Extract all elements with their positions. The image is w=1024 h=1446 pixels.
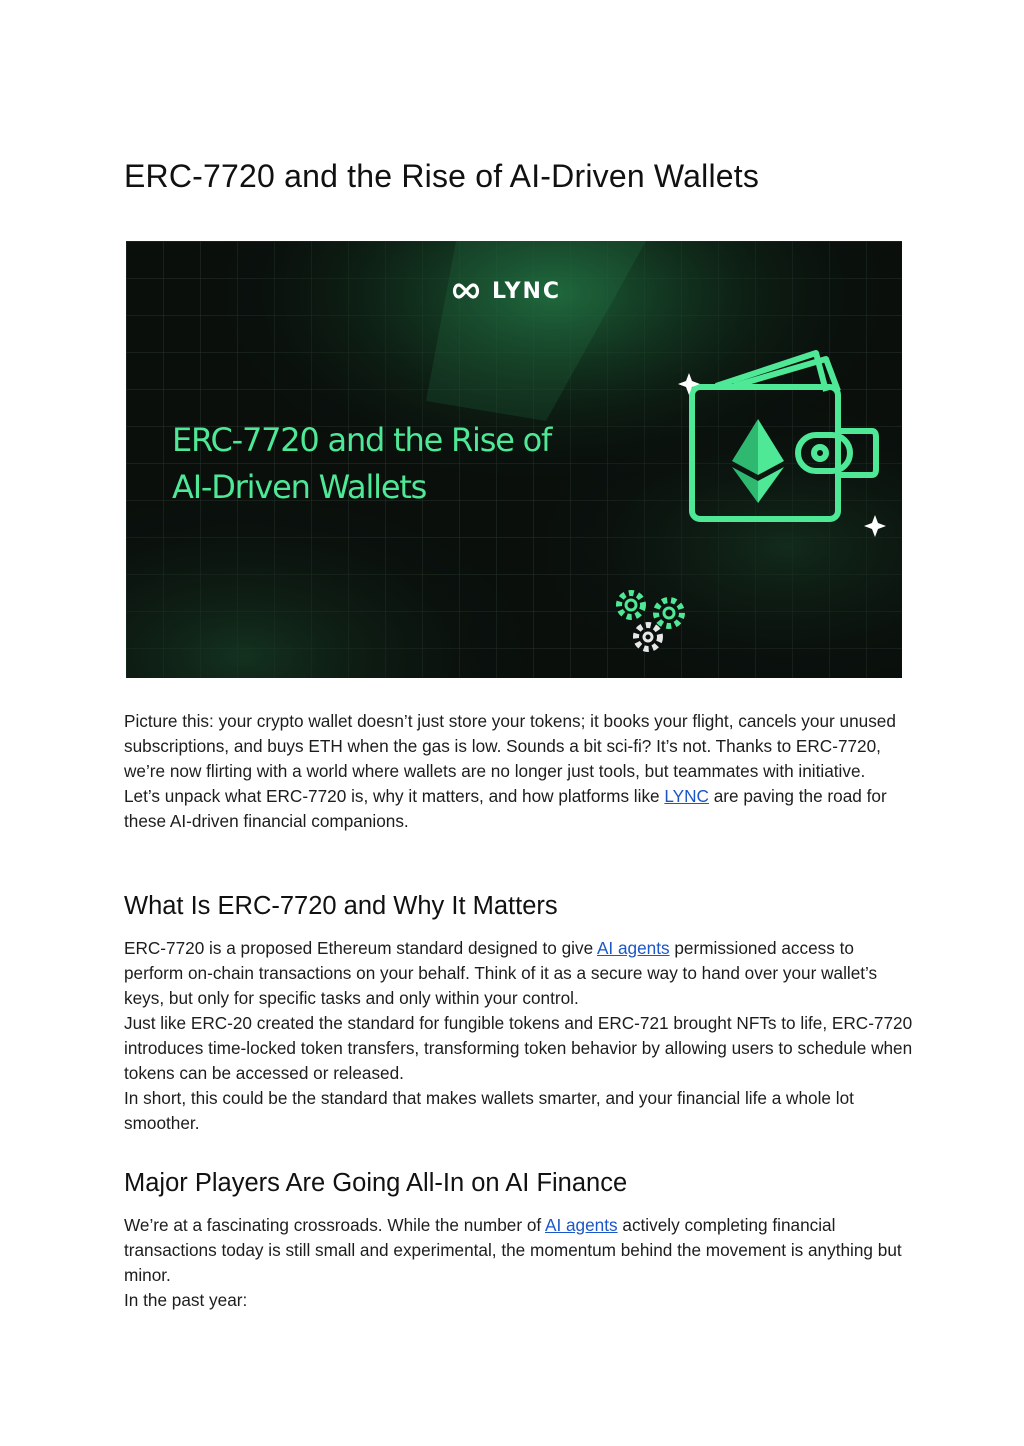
banner-headline-line1: ERC-7720 and the Rise of [172, 421, 552, 459]
intro-p2-text-before: Let’s unpack what ERC-7720 is, why it matters, and how platforms like [124, 786, 665, 806]
section1-p1-text-before: ERC-7720 is a proposed Ethereum standard designed to give [124, 938, 597, 958]
ai-agents-link-2[interactable]: AI agents [544, 1215, 618, 1235]
section2-p1-text-after: actively completing financial transactions today is still small and experimental, the momentum behind the movement is anything but minor. [124, 1215, 902, 1285]
logo-wordmark: LYNC [492, 278, 562, 304]
section-heading-erc7720: What Is ERC-7720 and Why It Matters [124, 892, 558, 920]
section2-p1-text-before: We’re at a fascinating crossroads. While the number of [124, 1215, 545, 1235]
section1-paragraph-3: In short, this could be the standard that makes wallets smarter, and your financial life a whole lot smoother. [124, 1088, 854, 1133]
section1-p1-text-after: permissioned access to perform on-chain transactions on your behalf. Think of it as a secure way to hand over your wallet’s keys, but only for specific tasks and only within your control. [124, 938, 878, 1008]
intro-section [124, 709, 914, 834]
section1-paragraph-2: Just like ERC-20 created the standard for fungible tokens and ERC-721 brought NFTs to life, ERC‑7720 introduces time‑locked token transfers, transforming token behavior by allowing users to schedule when tokens can be accessed or released. [124, 1013, 913, 1083]
ai-agents-link[interactable]: AI agents [596, 938, 670, 958]
section-erc7720-body [124, 936, 914, 1136]
banner-headline [172, 417, 551, 511]
lync-link[interactable]: LYNC [664, 786, 709, 806]
intro-paragraph-2 [124, 784, 914, 834]
section2-paragraph-1 [124, 1213, 914, 1288]
lync-logo [450, 279, 561, 303]
intro-p2-text-after: are paving the road for these AI-driven financial companions. [124, 786, 887, 831]
section-major-players-body [124, 1213, 914, 1313]
banner-headline-line2: AI-Driven Wallets [172, 468, 427, 506]
intro-paragraph-1: Picture this: your crypto wallet doesn’t just store your tokens; it books your flight, cancels your unused subscriptions, and buys ETH when the gas is low. Sounds a bit sci-fi? It’s not. Thanks to ERC-7720, we’re now flirting with a world where wallets are no longer just tools, but teammates with initiative. [124, 711, 896, 781]
document-title: ERC-7720 and the Rise of AI-Driven Wallets [124, 158, 760, 194]
infinity-logo-icon [450, 282, 482, 300]
section1-paragraph-1 [124, 936, 914, 1011]
section2-paragraph-2: In the past year: [124, 1290, 248, 1310]
section-heading-major-players: Major Players Are Going All-In on AI Finance [124, 1169, 628, 1197]
hero-banner-image [126, 241, 902, 678]
